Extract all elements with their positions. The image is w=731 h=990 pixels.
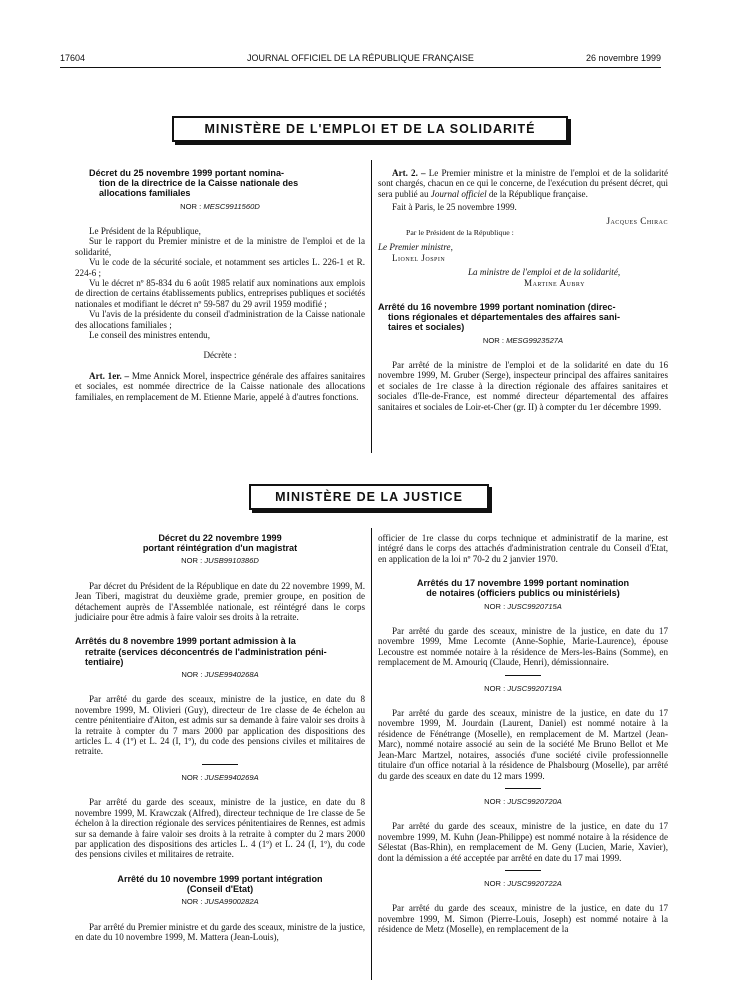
arrete-title-line: taires et sociales) [388, 322, 465, 333]
minister-name: Martine Aubry [524, 277, 585, 288]
separator-rule [505, 788, 541, 789]
nor-label: NOR : [180, 201, 202, 211]
nor-label: NOR : [181, 670, 203, 680]
arrete-title-line: tentiaire) [85, 656, 124, 667]
nor-reference [75, 897, 365, 907]
nor-label: NOR : [482, 335, 504, 345]
nor-label: NOR : [181, 556, 203, 566]
decree-title-line: portant réintégration d'un magistrat [142, 543, 298, 554]
article-text: Le Premier ministre et la ministre de l'emploi et de la solidarité sont chargés, chacun en ce qui le concerne, de l'exécution du présent décret, qui sera publié au [378, 168, 669, 199]
separator-rule [202, 764, 238, 765]
arrete-paragraph: Par arrêté du garde des sceaux, ministre de la justice, en date du 17 novembre 1999, M. Kuhn (Jean-Philippe) est nommé notaire à la résidence de Sélestat (Bas-Rhin), en remplacement de M. Geny (Lucien, Marie, Xavier), dont la démission a été acceptée par arrêté en date du 17 mai 1999. [378, 821, 668, 863]
section1-left-column [75, 168, 365, 402]
arrete-title [378, 578, 668, 598]
arrete-paragraph: Par arrêté du garde des sceaux, ministre de la justice, en date du 8 novembre 1999, M. Krawczak (Alfred), directeur technique de 1re classe de 5e échelon à la direction régionale des services pénitentiaires de Rennes, est admis sur sa demande à faire valoir ses droits à la retraite à compter du 2 mars 2000 par application des dispositions des articles L. 4 (1º) et L. 24 (I, 1º), du code des pensions civiles et militaires de retraite. [75, 797, 365, 860]
decree-title [75, 168, 365, 199]
separator-rule [505, 870, 541, 871]
arrete-title-line: Arrêtés du 17 novembre 1999 portant nomination [416, 578, 630, 589]
nor-reference [378, 684, 668, 694]
nor-label: NOR : [484, 796, 506, 806]
nor-label: NOR : [484, 878, 506, 888]
nor-code: JUSB9910386D [204, 556, 259, 566]
nor-reference [75, 773, 365, 783]
nor-label: NOR : [484, 683, 506, 693]
article-label: Art. 2. – [392, 168, 426, 178]
par-le-president: Par le Président de la République : [406, 228, 514, 238]
arrete-title-line: retraite (services déconcentrés de l'administration péni- [85, 646, 327, 657]
nor-reference [378, 879, 668, 889]
nor-reference [75, 670, 365, 680]
arrete-paragraph: Par arrêté du garde des sceaux, ministre de la justice, en date du 17 novembre 1999, M. Simon (Pierre-Louis, Joseph) est nommé notaire à la résidence de Metz (Moselle), en remplacement de la [378, 903, 668, 935]
article-text: Mme Annick Morel, inspectrice générale des affaires sanitaires et sociales, est nommée directrice de la Caisse nationale des allocations familiales, en remplacement de M. Etienne Marie, appelé à d'autres fonctions. [75, 370, 365, 402]
president-signature: Jacques Chirac [606, 215, 668, 226]
decree-paragraph: Le conseil des ministres entendu, [89, 330, 210, 341]
arrete-title-line: Arrêtés du 8 novembre 1999 portant admission à la [75, 636, 296, 647]
decree-title [75, 533, 365, 553]
nor-reference [378, 336, 668, 346]
nor-label: NOR : [484, 601, 506, 611]
decree-title-line: Décret du 25 novembre 1999 portant nomina- [89, 168, 285, 178]
nor-reference [378, 602, 668, 612]
decree-paragraph: Sur le rapport du Premier ministre et de la ministre de l'emploi et de la solidarité, [75, 236, 365, 257]
arrete-paragraph: Par arrêté du garde des sceaux, ministre de la justice, en date du 8 novembre 1999, M. Olivieri (Guy), directeur de 1re classe de 4e échelon au centre pénitentiaire d'Aiton, est admis sur sa demande à faire valoir ses droits à la retraite à compter du 7 mars 2000 par application des dispositions des articles L. 4 (1º) et L. 24 (I, 1º), du code des pensions civiles et militaires de retraite. [75, 694, 365, 757]
article-2 [378, 168, 668, 199]
decree-paragraph: Par décret du Président de la République en date du 22 novembre 1999, M. Jean Tiberi, magistrat du deuxième grade, premier groupe, en position de détachement auprès de l'Assemblée nationale, est réintégré dans le corps judiciaire pour être admis à faire valoir ses droits à la retraite. [75, 580, 365, 623]
journal-title: JOURNAL OFFICIEL DE LA RÉPUBLIQUE FRANÇAISE [247, 53, 474, 63]
pm-label: Le Premier ministre, [378, 242, 453, 253]
section2-left-column [75, 533, 365, 942]
nor-label: NOR : [181, 772, 203, 782]
decree-paragraph: Vu l'avis de la présidente du conseil d'administration de la Caisse nationale des allocations familiales ; [75, 309, 365, 330]
decree-title-line: Décret du 22 novembre 1999 [158, 533, 282, 543]
nor-code: JUSA9900282A [204, 897, 259, 907]
separator-rule [505, 675, 541, 676]
section2-right-column [378, 533, 668, 935]
arrete-paragraph: Par arrêté du Premier ministre et du garde des sceaux, ministre de la justice, en date du 10 novembre 1999, M. Mattera (Jean-Louis), [75, 921, 366, 942]
arrete-title-line: de notaires (officiers publics ou ministériels) [426, 588, 620, 599]
signature-date: Fait à Paris, le 25 novembre 1999. [392, 202, 517, 213]
arrete-title-line: Arrêté du 10 novembre 1999 portant intégration [117, 873, 323, 884]
article-text: de la République française. [486, 188, 588, 199]
page-number: 17604 [60, 53, 86, 63]
decree-paragraph: Vu le décret nº 85-834 du 6 août 1985 relatif aux nominations aux emplois de direction de certains établissements publics, entreprises publiques et sociétés nationales et modifiant le décret nº 59-587 du 29 avril 1959 modifié ; [75, 278, 365, 309]
arrete-title [75, 636, 365, 667]
article-text-italic: Journal officiel [430, 188, 487, 199]
nor-code: JUSC9920720A [507, 796, 562, 806]
arrete-paragraph: Par arrêté du garde des sceaux, ministre de la justice, en date du 17 novembre 1999, Mme Lecomte (Anne-Sophie, Marie-Laurence), épouse Lecoustre est nommée notaire à la résidence de Mers-les-Bains (Somme), en remplacement de M. Amouriq (Claude, Henri), démissionnaire. [378, 626, 668, 668]
arrete-title-line: tions régionales et départementales des affaires sani- [388, 312, 620, 323]
section1-right-column [378, 168, 668, 412]
article-label: Art. 1er. – [89, 370, 130, 381]
arrete-paragraph: Par arrêté du garde des sceaux, ministre de la justice, en date du 17 novembre 1999, M. Jourdain (Laurent, Daniel) est nommé notaire à la résidence de Fénétrange (Moselle), en remplacement de M. Martzel (Jean-Marc), nommé notaire associé au sein de la société Me Bruno Bellot et Me Jean-Marc Martzel, notaires, associés d'une société civile professionnelle titulaire d'un office notarial à la résidence de Phalsbourg (Moselle), par arrêté du garde des sceaux en date du 12 mars 1999. [378, 708, 668, 781]
article-1 [75, 371, 365, 402]
nor-code: JUSE9940268A [204, 670, 259, 680]
arrete-title [75, 874, 365, 894]
decree-paragraph: Le Président de la République, [89, 226, 201, 237]
nor-code: JUSC9920722A [507, 878, 562, 888]
nor-code: MESG9923527A [506, 335, 564, 345]
nor-code: MESC9911560D [203, 201, 260, 211]
pm-name: Lionel Jospin [392, 252, 446, 263]
ministry-heading-emploi: MINISTÈRE DE L'EMPLOI ET DE LA SOLIDARITÉ [172, 116, 568, 142]
arrete-paragraph: officier de 1re classe du corps technique et administratif de la marine, est intégré dans le corps des attachés d'administration centrale du Conseil d'Etat, en application de la loi nº 70-2 du 2 janvier 1970. [378, 533, 668, 564]
nor-label: NOR : [181, 897, 203, 907]
arrete-paragraph: Par arrêté de la ministre de l'emploi et de la solidarité en date du 16 novembre 1999, M. Gruber (Serge), inspecteur principal des affaires sanitaires et sociales de 1re classe à la direction régionale des affaires sanitaires et sociales d'Ile-de-France, est nommé directeur départemental des affaires sanitaires et sociales de Loir-et-Cher (gr. II) à compter du 1er décembre 1999. [378, 360, 668, 412]
issue-date: 26 novembre 1999 [585, 53, 661, 63]
header-rule [60, 67, 661, 68]
arrete-title-line: (Conseil d'Etat) [186, 883, 254, 894]
decree-title-line: tion de la directrice de la Caisse nationale des [99, 178, 299, 189]
nor-code: JUSC9920719A [507, 683, 562, 693]
decrete-label: Décrète : [203, 350, 237, 361]
arrete-title-line: Arrêté du 16 novembre 1999 portant nomination (direc- [378, 302, 616, 313]
decree-paragraph: Vu le code de la sécurité sociale, et notamment ses articles L. 226-1 et R. 224-6 ; [75, 257, 365, 278]
column-divider [371, 528, 372, 980]
nor-reference [75, 202, 365, 212]
nor-reference [75, 556, 365, 566]
nor-reference [378, 797, 668, 807]
minister-label: La ministre de l'emploi et de la solidarité, [468, 267, 621, 278]
ministry-heading-justice: MINISTÈRE DE LA JUSTICE [249, 484, 489, 510]
column-divider [371, 160, 372, 453]
nor-code: JUSC9920715A [507, 601, 562, 611]
decree-title-line: allocations familiales [99, 188, 191, 199]
arrete-title [378, 302, 668, 333]
nor-code: JUSE9940269A [204, 772, 259, 782]
